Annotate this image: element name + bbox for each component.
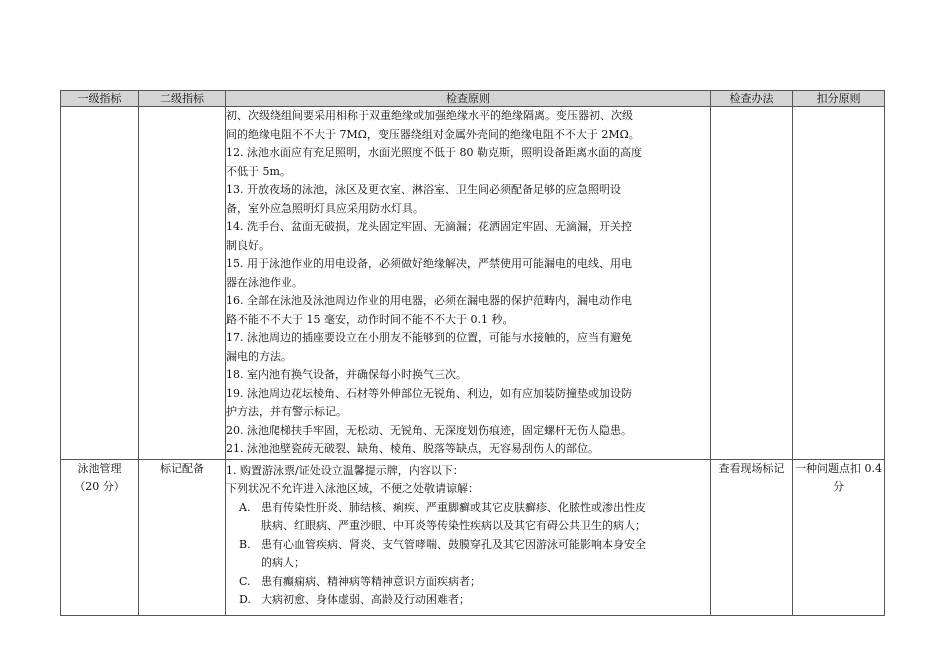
list-item-text: 患有传染性肝炎、肺结核、痢疾、严重脚癣或其它皮肤癣疹、化脓性或渗出性皮 bbox=[261, 500, 646, 514]
header-method: 检查办法 bbox=[711, 91, 793, 107]
method-cell bbox=[711, 107, 793, 460]
principle-intro: 1. 购置游泳票/证处设立温馨提示牌，内容以下： bbox=[226, 463, 464, 477]
inspection-table bbox=[60, 90, 891, 616]
principle-line: 器在泳池作业。 bbox=[226, 275, 303, 289]
principle-line: 不低于 5m。 bbox=[226, 164, 291, 178]
principle-line: 16. 全部在泳池及泳池周边作业的用电器，必须在漏电器的保护范畴内，漏电动作电 bbox=[226, 294, 632, 307]
level1-name: 泳池管理 bbox=[77, 461, 122, 475]
principle-cell bbox=[226, 459, 711, 615]
principle-line: 17. 泳池周边的插座要设立在小朋友不能够到的位置，可能与水接触的，应当有避免 bbox=[226, 331, 632, 344]
level2-cell bbox=[139, 107, 226, 460]
table-row bbox=[61, 459, 891, 615]
principle-line: 13. 开放夜场的泳池，泳区及更衣室、淋浴室、卫生间必须配备足够的应急照明设 bbox=[226, 183, 621, 196]
principle-line: 制良好。 bbox=[226, 238, 270, 252]
principle-line: 备，室外应急照明灯具应采用防水灯具。 bbox=[226, 201, 424, 215]
list-item-marker: B. bbox=[239, 537, 251, 551]
principle-line: 初、次级绕组间要采用相称于双重绝缘或加强绝缘水平的绝缘隔离。变压器初、次级 bbox=[226, 109, 633, 122]
list-item-text: 患有癫痫病、精神病等精神意识方面疾病者； bbox=[261, 574, 481, 588]
list-item bbox=[226, 591, 710, 610]
principle-line: 间的绝缘电阻不不大于 7MΩ，变压器绕组对金属外壳间的绝缘电阻不不大于 2MΩ。 bbox=[226, 127, 640, 141]
level1-cell bbox=[61, 107, 139, 460]
level1-cell bbox=[61, 459, 139, 615]
deduction-cell bbox=[793, 459, 885, 615]
principle-line: 14. 洗手台、盆面无破损，龙头固定牢固、无滴漏；花洒固定牢固、无滴漏，开关控 bbox=[226, 220, 632, 233]
list-item-text: 的病人； bbox=[261, 556, 305, 569]
level2-cell bbox=[139, 459, 226, 615]
list-item-marker: D. bbox=[239, 593, 251, 606]
list-item bbox=[226, 536, 710, 573]
level1-score: （20 分） bbox=[74, 479, 125, 493]
list-item-text: 患有心血管疾病、肾炎、支气管哮喘、鼓膜穿孔及其它因游泳可能影响本身安全 bbox=[261, 537, 646, 551]
deduction-text: 一种问题点扣 0.4 bbox=[795, 461, 882, 475]
method-text: 查看现场标记 bbox=[718, 461, 785, 475]
header-level2: 二级指标 bbox=[139, 91, 226, 107]
header-spacer bbox=[885, 91, 891, 107]
list-item bbox=[226, 499, 710, 536]
principle-line: 漏电的方法。 bbox=[226, 349, 292, 363]
header-deduction: 扣分原则 bbox=[793, 91, 885, 107]
header-level1: 一级指标 bbox=[61, 91, 139, 107]
table-row bbox=[61, 107, 891, 460]
header-principle: 检查原则 bbox=[226, 91, 711, 107]
principle-line: 12. 泳池水面应有充足照明，水面光照度不低于 80 勒克斯，照明设备距离水面的高度 bbox=[226, 146, 642, 159]
header-row bbox=[61, 91, 891, 107]
deduction-cell bbox=[793, 107, 885, 460]
list-item-marker: A. bbox=[239, 500, 251, 514]
spacer-cell bbox=[885, 107, 891, 460]
principle-line: 路不能不不大于 15 毫安，动作时间不能不不大于 0.1 秒。 bbox=[226, 312, 514, 326]
principle-line: 21. 泳池池壁瓷砖无破裂、缺角、棱角、脱落等缺点，无容易刮伤人的部位。 bbox=[226, 442, 599, 455]
principle-intro: 下列状况不允许进入泳池区域，不便之处敬请谅解： bbox=[226, 482, 479, 495]
principle-line: 护方法，并有警示标记。 bbox=[226, 405, 347, 418]
method-cell bbox=[711, 459, 793, 615]
principle-line: 18. 室内池有换气设备，并确保每小时换气三次。 bbox=[226, 368, 467, 381]
principle-cell bbox=[226, 107, 711, 460]
principle-line: 15. 用于泳池作业的用电设备，必须做好绝缘解决，严禁使用可能漏电的电线、用电 bbox=[226, 257, 632, 270]
list-item-marker: C. bbox=[239, 574, 251, 588]
spacer-cell bbox=[885, 459, 891, 615]
deduction-text: 分 bbox=[833, 479, 844, 493]
list-item-text: 肤病、红眼病、严重沙眼、中耳炎等传染性疾病以及其它有碍公共卫生的病人； bbox=[261, 519, 646, 532]
list-item bbox=[226, 573, 710, 592]
principle-line: 19. 泳池周边花坛棱角、石材等外伸部位无锐角、利边，如有应加装防撞垫或加设防 bbox=[226, 386, 632, 400]
list-item-text: 大病初愈、身体虚弱、高龄及行动困难者； bbox=[261, 593, 470, 606]
principle-line: 20. 泳池爬梯扶手牢固，无松动、无锐角、无深度划伤痕迹，固定螺杆无伤人隐患。 bbox=[226, 423, 632, 437]
level2-name: 标记配备 bbox=[160, 461, 204, 475]
